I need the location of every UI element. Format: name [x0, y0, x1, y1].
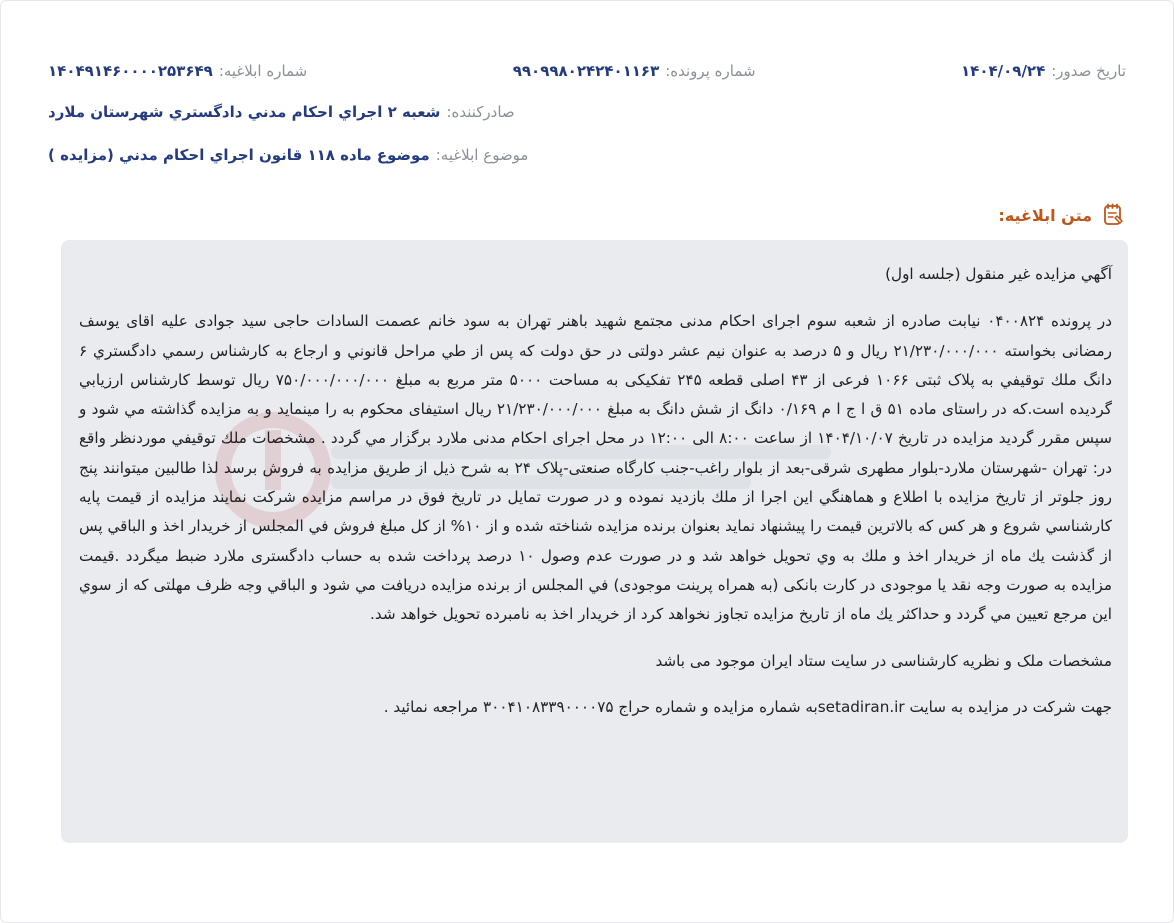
notice-number-label: شماره ابلاغيه:: [218, 62, 308, 80]
issuer-value: شعبه ۲ اجراي احكام مدني دادگستري شهرستان ملارد: [48, 103, 441, 121]
notice-number-value: ۱۴۰۴۹۱۴۶۰۰۰۰۲۵۳۶۴۹: [48, 62, 213, 80]
case-number: [513, 62, 756, 80]
header-row-ids: [48, 59, 1126, 83]
header-row-subject: [48, 143, 1126, 167]
notice-body-paragraph: در پرونده ۰۴۰۰۸۲۴ نيابت صادره از شعبه سوم اجرای احکام مدنی مجتمع شهید باهنر تهران به سود خانم عصمت السادات حاجی سید جوادی علیه اقای یوسف رمضانی بخواسته ۲۱/۲۳۰/۰۰۰/۰۰۰ ريال و ۵ درصد به عنوان نیم عشر دولتی در حق دولت که پس از طي مراحل قانوني و ارجاع به كارشناس رسمي دادگستري ۶ دانگ ملك توقيفي به پلاک ثبتی ۱۰۶۶ فرعی از ۴۳ اصلی قطعه ۲۴۵ تفکیکی به مساحت ۵۰۰۰ متر مربع به مبلغ ۷۵۰/۰۰۰/۰۰۰/۰۰۰ ريال توسط كارشناس ارزيابي گرديده است.كه در راستای ماده ۵۱ ق ا ج ا م ۰/۱۶۹ دانگ از شش دانگ به مبلغ ۲۱/۲۳۰/۰۰۰/۰۰۰ ریال استیفای محکوم به را مینماید و به مزايده گذاشته مي شود و سپس مقرر گرديد مزايده در تاريخ ۱۴۰۴/۱۰/۰۷ از ساعت ۸:۰۰ الی ۱۲:۰۰ در محل اجرای احکام مدنی ملارد برگزار مي گردد . مشخصات ملك توقيفي موردنظر واقع در: تهران -شهرستان ملارد-بلوار مطهری شرقی-بعد از بلوار راغب-جنب کارگاه صنعتی-پلاک ۲۴ به شرح ذيل از طريق مزايده به فروش برسد لذا طالبين ميتوانند پنج روز جلوتر از تاريخ مزايده با اطلاع و هماهنگي اين اجرا از ملك بازديد نموده و در صورت تمايل در تاريخ فوق در مراسم مزايده شركت نمايند مزايده از قيمت پايه كارشناسي شروع و هر كس كه بالاترين قيمت را پيشنهاد نمايد بعنوان برنده مزايده شناخته شده و از ۱۰% از كل مبلغ فروش في المجلس از خريدار اخذ و الباقي پس از گذشت يك ماه از خريدار اخذ و ملك به وي تحويل خواهد شد و در صورت عدم وصول ۱۰ درصد پرداخت شده به حساب دادگستری ملارد ضبط ميگردد .قيمت مزايده به صورت وجه نقد يا موجودی در كارت بانكی (به همراه پرينت موجودی) في المجلس از برنده مزايده دريافت مي شود و الباقي وجه ظرف مهلتی كه از سوي اين مرجع تعيين مي گردد و حداكثر يك ماه از تاريخ مزايده تجاوز نخواهد كرد از خريدار اخذ به نامبرده تحويل خواهد شد.: [79, 312, 1113, 624]
header-row-issuer: [48, 100, 1126, 124]
notice-number: [48, 62, 307, 80]
issue-date-label: تاریخ صدور:: [1051, 62, 1126, 80]
notice-text-header: [998, 201, 1126, 229]
case-number-label: شماره پرونده:: [665, 62, 756, 80]
case-number-value: ۹۹۰۹۹۸۰۲۴۲۴۰۱۱۶۳: [512, 62, 660, 80]
notice-paragraph-3: جهت شرکت در مزایده به سایت setadiran.irبه شماره مزایده و شماره حراج ۳۰۰۴۱۰۸۳۳۹۰۰۰۰۷۵ مراجعه نمائید .: [383, 697, 1112, 716]
notice-heading: آگهي مزايده غير منقول (جلسه اول): [885, 265, 1112, 283]
notice-body-box: [61, 240, 1128, 843]
issue-date: [961, 62, 1126, 80]
issuer-label: صادرکننده:: [446, 103, 515, 121]
subject-value: موضوع ماده ۱۱۸ قانون اجراي احكام مدني (مزايده ): [48, 146, 430, 164]
notice-paragraph-2: مشخصات ملک و نظریه کارشناسی در سایت ستاد ایران موجود می باشد: [655, 651, 1112, 670]
notice-text-title: متن ابلاغیه:: [998, 205, 1092, 225]
issue-date-value: ۱۴۰۴/۰۹/۲۴: [961, 62, 1046, 80]
notice-content: [79, 260, 1112, 722]
document-icon: [1100, 202, 1126, 228]
subject-label: موضوع ابلاغيه:: [435, 146, 529, 164]
